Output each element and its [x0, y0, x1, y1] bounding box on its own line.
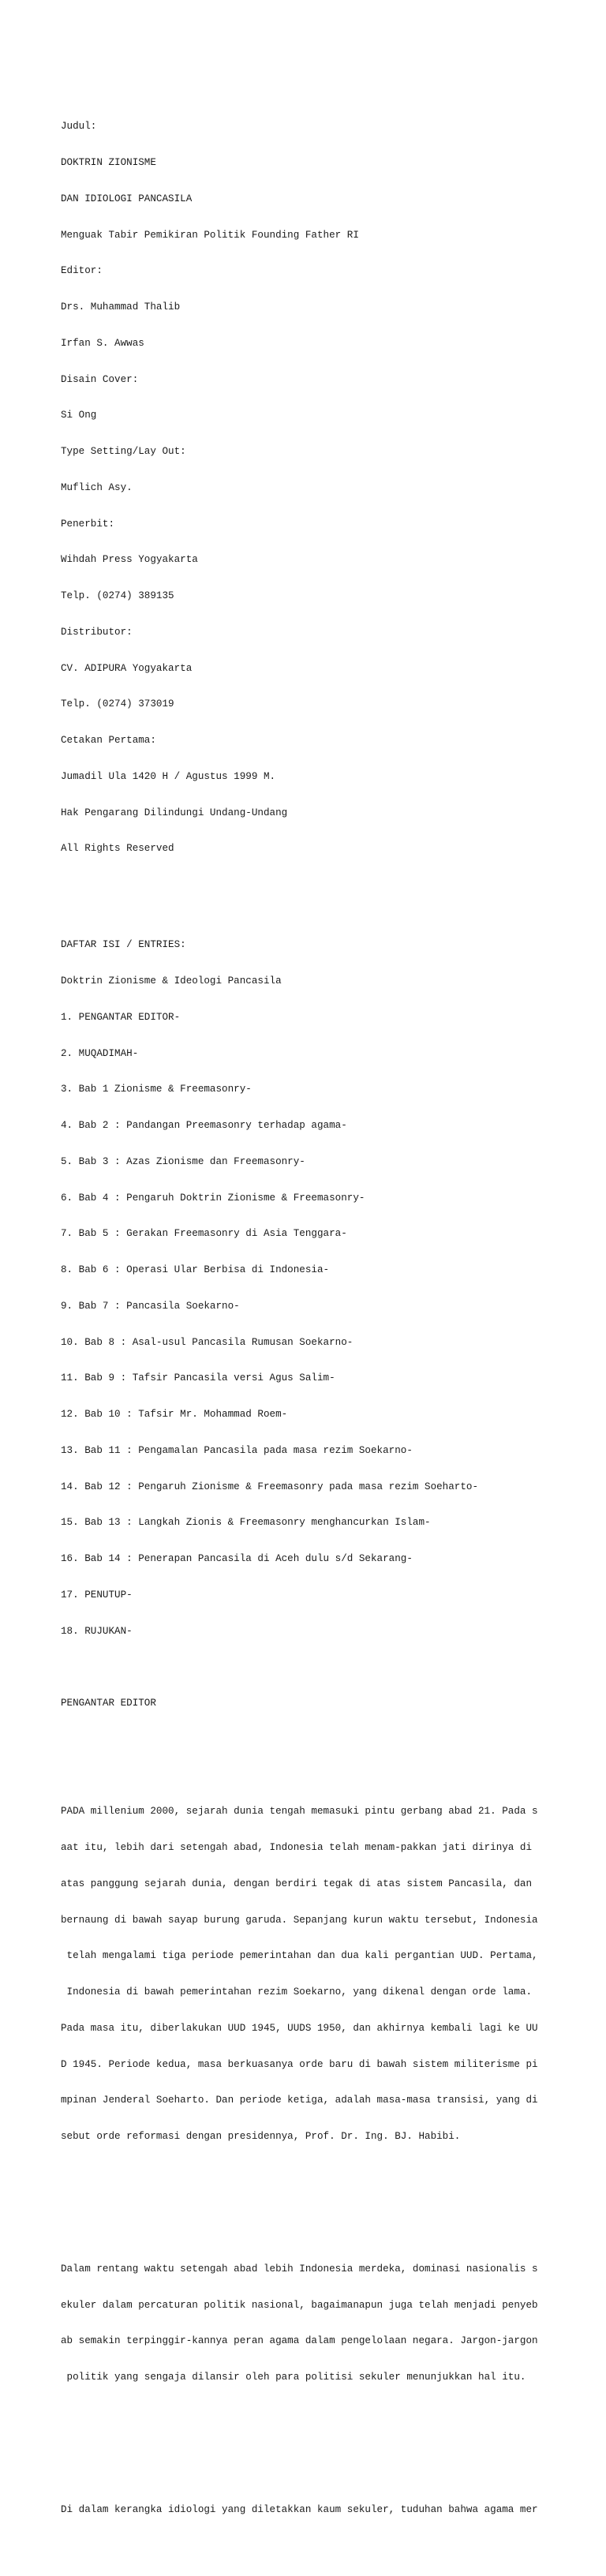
front-matter-line: Telp. (0274) 389135 [61, 590, 174, 601]
toc-subtitle: Doktrin Zionisme & Ideologi Pancasila [61, 975, 282, 987]
paragraph [61, 1782, 597, 2167]
spacer [61, 1734, 597, 1746]
toc-item: 3. Bab 1 Zionisme & Freemasonry- [61, 1084, 252, 1095]
paragraph-line: sebut orde reformasi dengan presidennya, Prof. Dr. Ing. BJ. Habibi. [61, 2131, 461, 2142]
front-matter [61, 97, 597, 879]
paragraph-line: bernaung di bawah sayap burung garuda. Sepanjang kurun waktu tersebut, Indonesia [61, 1914, 538, 1926]
front-matter-line: Cetakan Pertama: [61, 735, 156, 746]
toc-item: 15. Bab 13 : Langkah Zionis & Freemasonry menghancurkan Islam- [61, 1517, 431, 1529]
spacer [61, 2432, 597, 2443]
front-matter-line: Drs. Muhammad Thalib [61, 301, 181, 313]
paragraph-line: atas panggung sejarah dunia, dengan berdiri tegak di atas sistem Pancasila, dan [61, 1878, 533, 1889]
toc-heading: DAFTAR ISI / ENTRIES: [61, 939, 186, 951]
front-matter-line: Disain Cover: [61, 373, 139, 385]
toc-item: 7. Bab 5 : Gerakan Freemasonry di Asia Tenggara- [61, 1228, 347, 1240]
front-matter-line: Si Ong [61, 410, 97, 421]
toc-item: 2. MUQADIMAH- [61, 1047, 139, 1059]
paragraph-line: D 1945. Periode kedua, masa berkuasanya orde baru di bawah sistem militerisme pi [61, 2058, 538, 2070]
front-matter-line: Wihdah Press Yogyakarta [61, 554, 198, 566]
paragraph-line: Dalam rentang waktu setengah abad lebih Indonesia merdeka, dominasi nasionalis s [61, 2263, 538, 2275]
paragraph-line: ekuler dalam percaturan politik nasional, bagaimanapun juga telah menjadi penyeb [61, 2299, 538, 2311]
paragraph-line: ab semakin terpinggir-kannya peran agama dalam pengelolaan negara. Jargon-jargon [61, 2335, 538, 2347]
front-matter-line: Menguak Tabir Pemikiran Politik Founding Father RI [61, 229, 359, 241]
toc-item: 11. Bab 9 : Tafsir Pancasila versi Agus Salim- [61, 1372, 335, 1384]
front-matter-line: Editor: [61, 265, 103, 277]
toc-item: 14. Bab 12 : Pengaruh Zionisme & Freemasonry pada masa rezim Soeharto- [61, 1481, 479, 1492]
paragraph-line: telah mengalami tiga periode pemerintahan dan dua kali pergantian UUD. Pertama, [61, 1950, 538, 1962]
paragraph-line: mpinan Jenderal Soeharto. Dan periode ketiga, adalah masa-masa transisi, yang di [61, 2095, 538, 2106]
front-matter-line: DOKTRIN ZIONISME [61, 157, 156, 168]
paragraph-line: Di dalam kerangka idiologi yang diletakkan kaum sekuler, tuduhan bahwa agama mer [61, 2503, 538, 2515]
toc-item: 18. RUJUKAN- [61, 1625, 133, 1637]
front-matter-line: Telp. (0274) 373019 [61, 698, 174, 710]
toc-item: 10. Bab 8 : Asal-usul Pancasila Rumusan Soekarno- [61, 1336, 354, 1348]
front-matter-line: Type Setting/Lay Out: [61, 446, 186, 457]
toc-item: 13. Bab 11 : Pengamalan Pancasila pada masa rezim Soekarno- [61, 1444, 413, 1456]
table-of-contents [61, 915, 597, 1662]
toc-item: 17. PENUTUP- [61, 1589, 133, 1601]
paragraph-line: Indonesia di bawah pemerintahan rezim Soekarno, yang dikenal dengan orde lama. [61, 1986, 533, 1998]
document-text [61, 61, 597, 2576]
front-matter-line: All Rights Reserved [61, 843, 174, 855]
front-matter-line: CV. ADIPURA Yogyakarta [61, 662, 193, 674]
front-matter-line: DAN IDIOLOGI PANCASILA [61, 193, 193, 204]
front-matter-line: Judul: [61, 121, 97, 133]
front-matter-line: Distributor: [61, 626, 133, 638]
paragraph-line: Pada masa itu, diberlakukan UUD 1945, UUDS 1950, dan akhirnya kembali lagi ke UU [61, 2022, 538, 2034]
toc-item: 16. Bab 14 : Penerapan Pancasila di Aceh dulu s/d Sekarang- [61, 1553, 413, 1564]
paragraph-line: politik yang sengaja dilansir oleh para politisi sekuler menunjukkan hal itu. [61, 2372, 526, 2383]
paragraph-line: aat itu, lebih dari setengah abad, Indonesia telah menam-pakkan jati dirinya di [61, 1842, 533, 1853]
front-matter-line: Jumadil Ula 1420 H / Agustus 1999 M. [61, 770, 276, 782]
paragraph [61, 2480, 597, 2540]
toc-item: 12. Bab 10 : Tafsir Mr. Mohammad Roem- [61, 1409, 288, 1420]
toc-item: 1. PENGANTAR EDITOR- [61, 1011, 181, 1023]
toc-item: 6. Bab 4 : Pengaruh Doktrin Zionisme & Freemasonry- [61, 1192, 365, 1204]
toc-item: 4. Bab 2 : Pandangan Preemasonry terhadap agama- [61, 1120, 347, 1131]
toc-item: 9. Bab 7 : Pancasila Soekarno- [61, 1300, 240, 1312]
toc-item: 5. Bab 3 : Azas Zionisme dan Freemasonry- [61, 1155, 305, 1167]
front-matter-line: Muflich Asy. [61, 481, 133, 493]
front-matter-line: Penerbit: [61, 518, 115, 530]
spacer [61, 2191, 597, 2203]
paragraph-line: PADA millenium 2000, sejarah dunia tengah memasuki pintu gerbang abad 21. Pada s [61, 1806, 538, 1818]
toc-item: 8. Bab 6 : Operasi Ular Berbisa di Indonesia- [61, 1264, 330, 1275]
front-matter-line: Irfan S. Awwas [61, 337, 144, 349]
front-matter-line: Hak Pengarang Dilindungi Undang-Undang [61, 807, 288, 818]
section-heading: PENGANTAR EDITOR [61, 1698, 156, 1709]
paragraph [61, 2239, 597, 2408]
